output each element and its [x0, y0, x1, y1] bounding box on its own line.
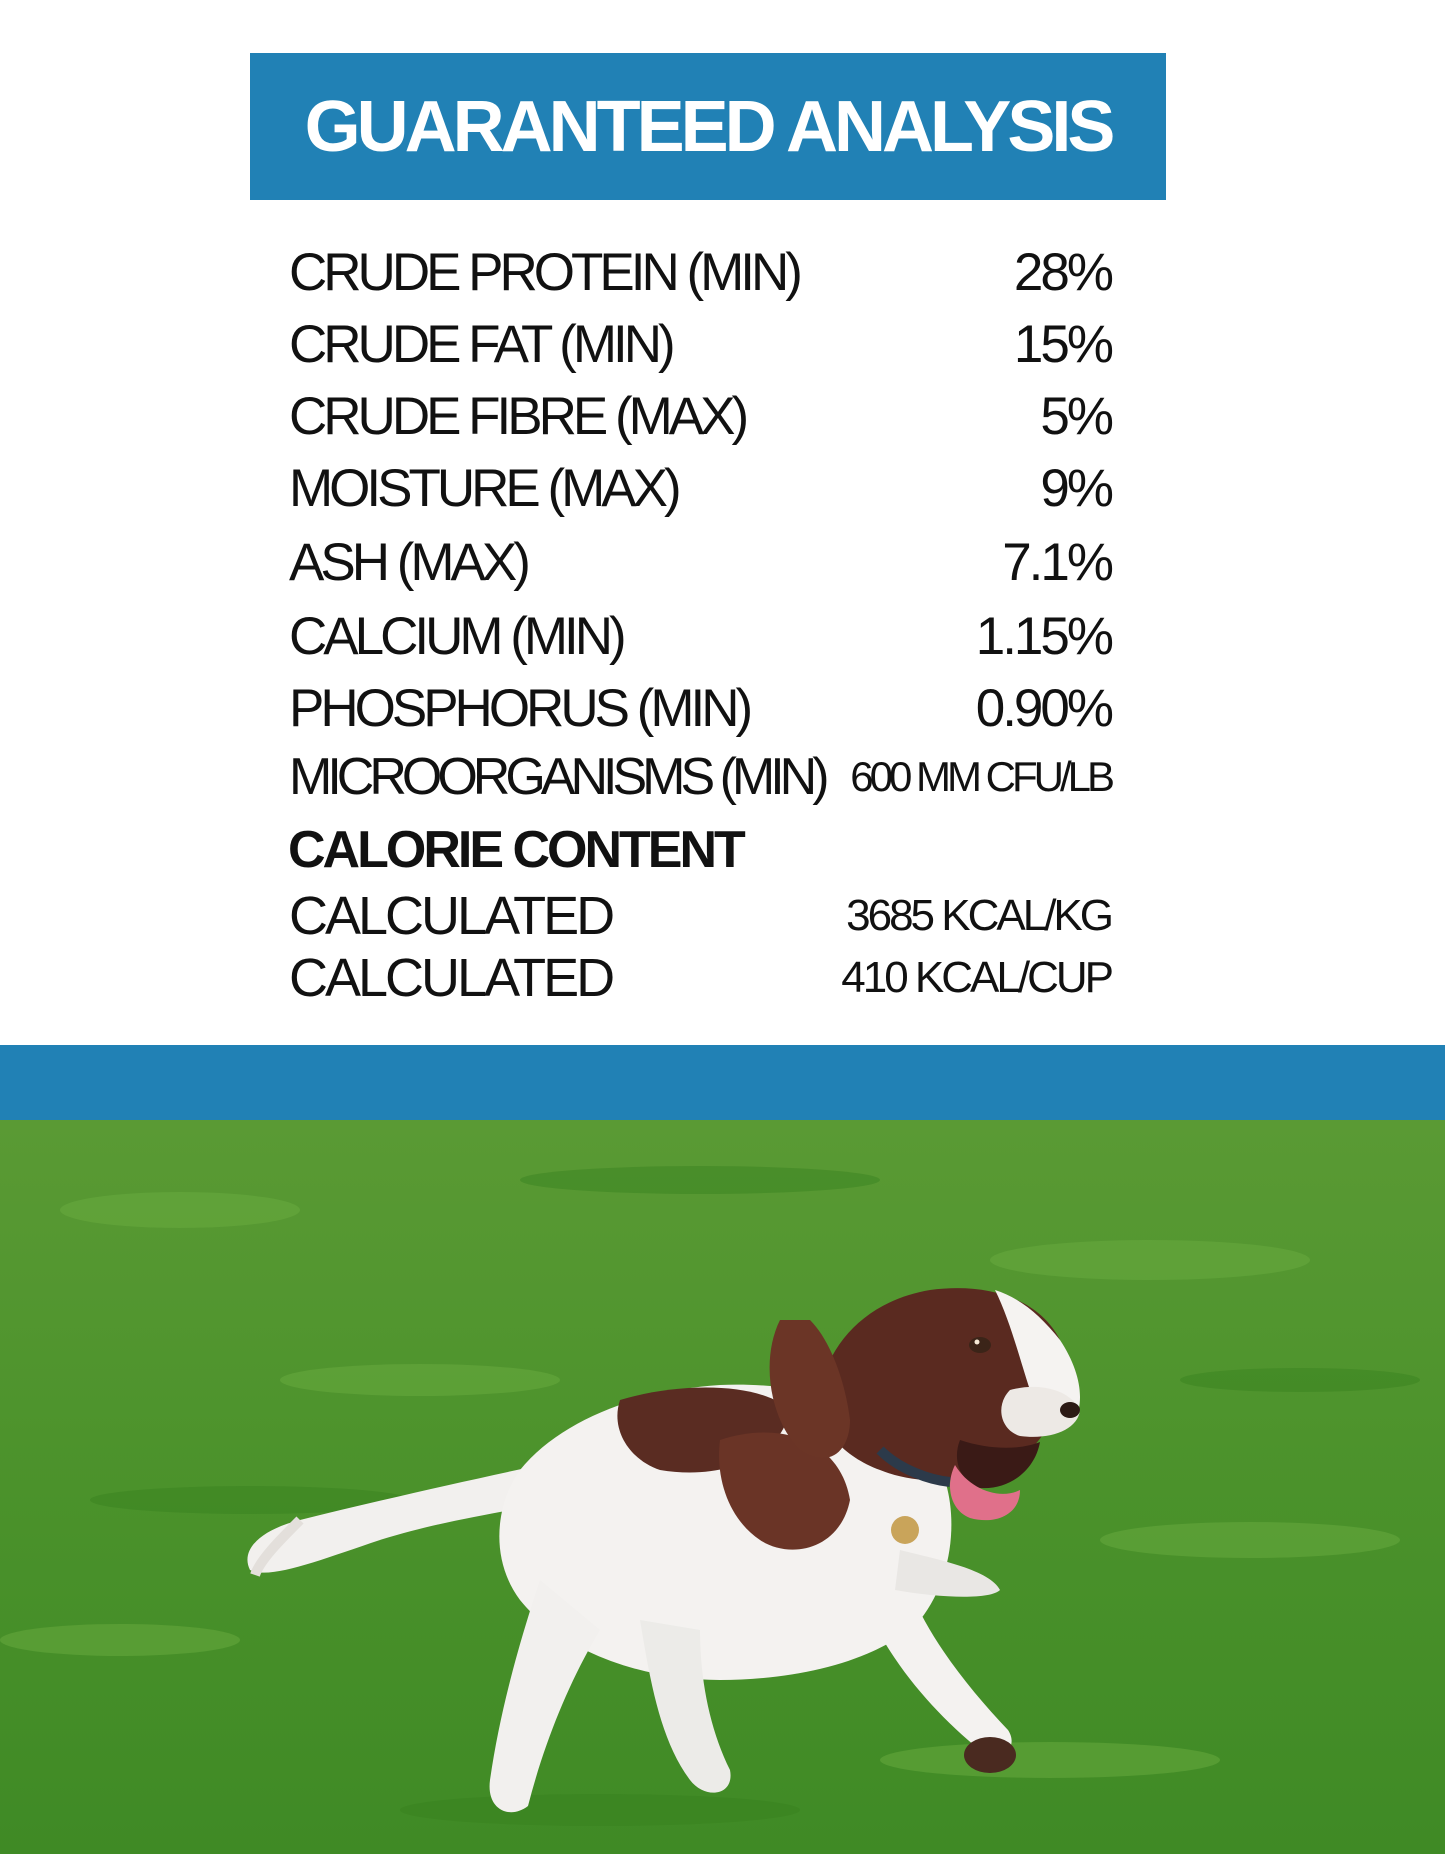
analysis-row-fat [289, 309, 1111, 379]
analysis-value: 28% [1013, 242, 1111, 302]
calorie-row-kg [289, 881, 1111, 951]
analysis-label: ASH (MAX) [289, 532, 527, 592]
analysis-value: 1.15% [975, 606, 1111, 666]
analysis-label: CRUDE FAT (MIN) [289, 314, 672, 374]
header-banner [250, 53, 1166, 200]
analysis-row-calcium [289, 601, 1111, 671]
calorie-content-heading: CALORIE CONTENT [288, 821, 743, 879]
analysis-label: PHOSPHORUS (MIN) [289, 678, 750, 738]
analysis-label: CALCIUM (MIN) [289, 606, 623, 666]
analysis-value: 9% [1040, 458, 1111, 518]
analysis-label: CRUDE PROTEIN (MIN) [289, 242, 799, 302]
analysis-row-ash [289, 527, 1111, 597]
calorie-row-cup [289, 943, 1111, 1013]
analysis-row-protein [289, 237, 1111, 307]
analysis-row-moisture [289, 453, 1111, 523]
analysis-row-microorganisms [289, 742, 1111, 812]
accent-band [0, 1045, 1445, 1120]
calorie-value: 410 KCAL/CUP [841, 953, 1111, 1002]
analysis-value: 600 MM CFU/LB [850, 753, 1111, 800]
calorie-value: 3685 KCAL/KG [846, 891, 1111, 940]
analysis-label: CRUDE FIBRE (MAX) [289, 386, 746, 446]
analysis-value: 5% [1040, 386, 1111, 446]
analysis-value: 7.1% [1002, 532, 1111, 592]
analysis-label: MOISTURE (MAX) [289, 458, 678, 518]
analysis-row-phosphorus [289, 673, 1111, 743]
analysis-value: 0.90% [975, 678, 1111, 738]
calorie-label: CALCULATED [289, 886, 613, 946]
page-title: GUARANTEED ANALYSIS [304, 86, 1112, 167]
analysis-row-fibre [289, 381, 1111, 451]
analysis-value: 15% [1013, 314, 1111, 374]
calorie-label: CALCULATED [289, 948, 613, 1008]
dog-photo [0, 1120, 1445, 1854]
analysis-label: MICROORGANISMS (MIN) [289, 748, 825, 806]
